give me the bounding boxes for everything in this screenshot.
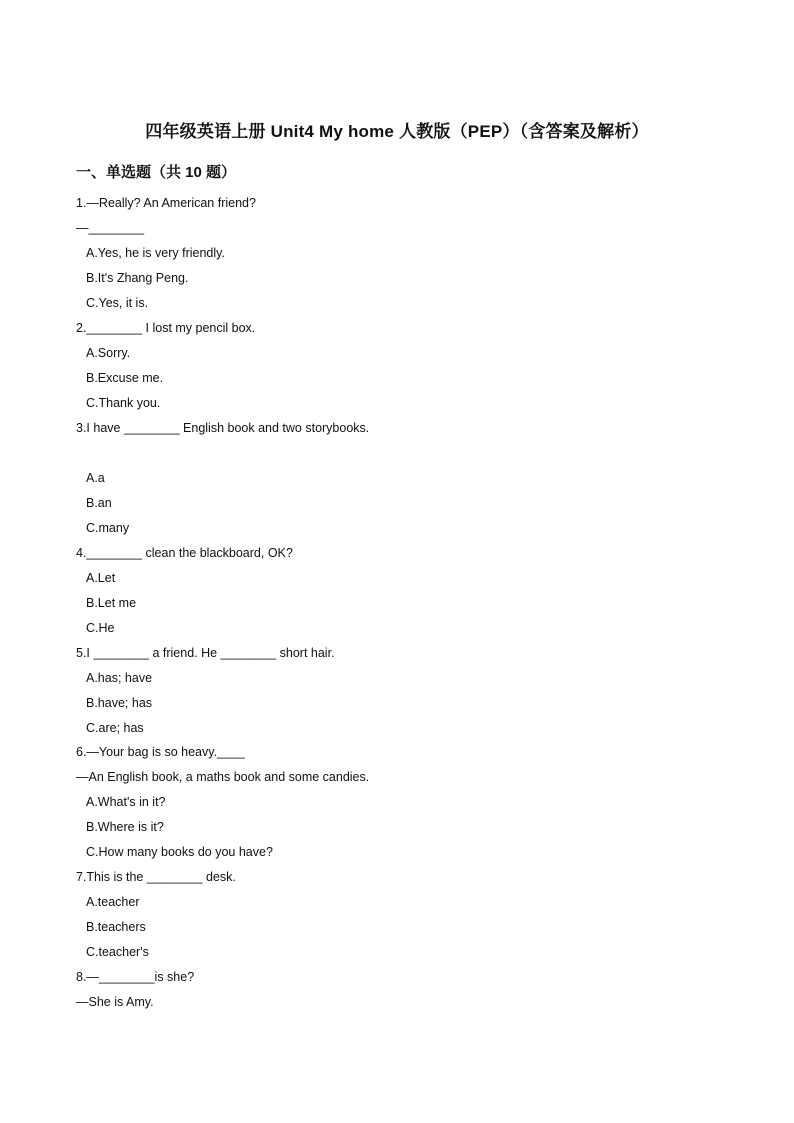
question-4-stem: 4.________ clean the blackboard, OK? xyxy=(76,546,293,560)
question-6-option-c[interactable]: C.How many books do you have? xyxy=(86,845,273,859)
question-5-option-b[interactable]: B.have; has xyxy=(86,696,153,710)
question-6-option-b[interactable]: B.Where is it? xyxy=(86,820,164,834)
question-5-stem: 5.I ________ a friend. He ________ short hair. xyxy=(76,646,335,660)
question-6-stem: 6.—Your bag is so heavy.____ xyxy=(76,745,245,759)
document-title: 四年级英语上册 Unit4 My home 人教版（PEP）（含答案及解析） xyxy=(145,122,649,141)
question-7-stem: 7.This is the ________ desk. xyxy=(76,870,236,884)
question-4-option-a[interactable]: A.Let xyxy=(86,571,116,585)
question-4-option-c[interactable]: C.He xyxy=(86,621,115,635)
question-3-option-b[interactable]: B.an xyxy=(86,496,112,510)
question-2-stem: 2.________ I lost my pencil box. xyxy=(76,321,256,335)
question-3-option-c[interactable]: C.many xyxy=(86,521,130,535)
question-8-stem: 8.—________is she? xyxy=(76,970,195,984)
question-1-answer-line: —________ xyxy=(76,221,145,235)
question-3-stem: 3.I have ________ English book and two storybooks. xyxy=(76,421,370,435)
question-2-option-c[interactable]: C.Thank you. xyxy=(86,396,161,410)
question-6-option-a[interactable]: A.What's in it? xyxy=(86,795,166,809)
question-8-response: —She is Amy. xyxy=(76,995,154,1009)
question-5-option-c[interactable]: C.are; has xyxy=(86,721,144,735)
question-4-option-b[interactable]: B.Let me xyxy=(86,596,137,610)
question-2-option-a[interactable]: A.Sorry. xyxy=(86,346,131,360)
question-3-option-a[interactable]: A.a xyxy=(86,471,105,485)
section-heading: 一、单选题（共 10 题） xyxy=(76,164,237,181)
question-7-option-a[interactable]: A.teacher xyxy=(86,895,140,909)
question-6-response: —An English book, a maths book and some candies. xyxy=(76,770,370,784)
question-1-stem: 1.—Really? An American friend? xyxy=(76,196,256,210)
question-1-option-a[interactable]: A.Yes, he is very friendly. xyxy=(86,246,225,260)
question-7-option-c[interactable]: C.teacher's xyxy=(86,945,149,959)
question-2-option-b[interactable]: B.Excuse me. xyxy=(86,371,164,385)
question-1-option-b[interactable]: B.It's Zhang Peng. xyxy=(86,271,189,285)
question-1-option-c[interactable]: C.Yes, it is. xyxy=(86,296,149,310)
question-5-option-a[interactable]: A.has; have xyxy=(86,671,153,685)
question-7-option-b[interactable]: B.teachers xyxy=(86,920,146,934)
